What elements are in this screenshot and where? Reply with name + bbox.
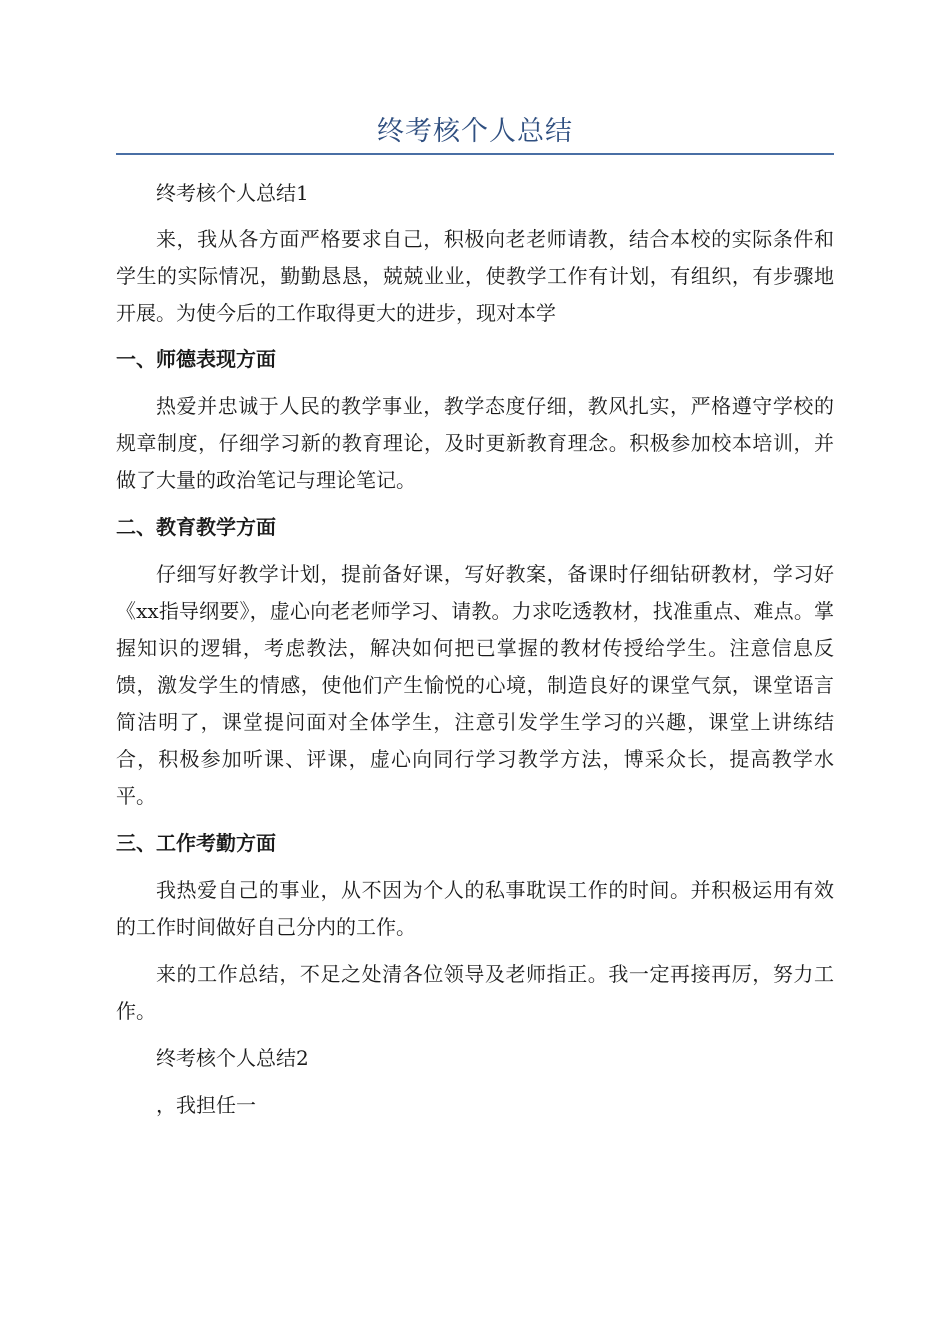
title-underline — [116, 153, 834, 155]
intro-paragraph: 来，我从各方面严格要求自己，积极向老老师请教，结合本校的实际条件和学生的实际情况，勤勤恳恳，兢兢业业，使教学工作有计划，有组织，有步骤地开展。为使今后的工作取得更大的进步，现对本学 — [116, 227, 834, 325]
teaching-paragraph: 仔细写好教学计划，提前备好课，写好教案，备课时仔细钻研教材，学习好《xx指导纲要》，虚心向老老师学习、请教。力求吃透教材，找准重点、难点。掌握知识的逻辑，考虑教法，解决如何把已掌握的教材传授给学生。注意信息反馈，激发学生的情感，使他们产生愉悦的心境，制造良好的课堂气氛，课堂语言简洁明了，课堂提问面对全体学生，注意引发学生学习的兴趣，课堂上讲练结合，积极参加听课、评课，虚心向同行学习教学方法，博采众长，提高教学水平。 — [116, 562, 834, 808]
heading-education-teaching: 二、教育教学方面 — [116, 515, 276, 539]
section-subtitle-2: 终考核个人总结2 — [156, 1046, 309, 1070]
document-body — [116, 175, 834, 1124]
heading-teacher-ethics: 一、师德表现方面 — [116, 347, 276, 371]
section-subtitle-1: 终考核个人总结1 — [156, 181, 309, 205]
ethics-paragraph: 热爱并忠诚于人民的教学事业，教学态度仔细，教风扎实，严格遵守学校的规章制度，仔细学习新的教育理论，及时更新教育理念。积极参加校本培训，并做了大量的政治笔记与理论笔记。 — [116, 394, 834, 492]
document-title: 终考核个人总结 — [377, 116, 573, 147]
continuation-fragment: ，我担任一 — [156, 1093, 256, 1117]
attendance-paragraph: 我热爱自己的事业，从不因为个人的私事耽误工作的时间。并积极运用有效的工作时间做好自己分内的工作。 — [116, 878, 834, 939]
closing-paragraph: 来的工作总结，不足之处清各位领导及老师指正。我一定再接再厉，努力工作。 — [116, 962, 834, 1023]
heading-attendance: 三、工作考勤方面 — [116, 831, 276, 855]
